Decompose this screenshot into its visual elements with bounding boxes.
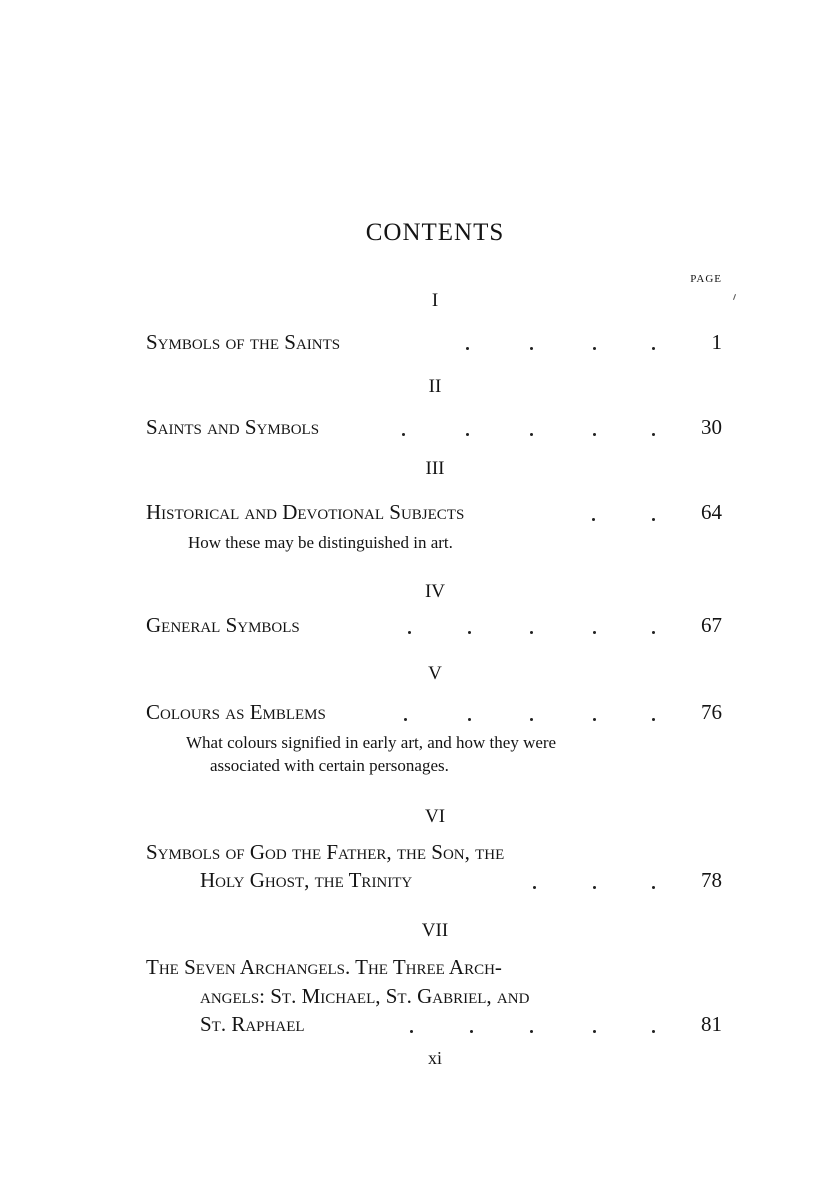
chapter-5-subtitle-line-2: associated with certain personages. <box>210 756 449 775</box>
chapter-6-title-line-2: Holy Ghost, the Trinity <box>200 868 413 892</box>
chapter-7-page: 81 <box>701 1012 722 1036</box>
chapter-6-page: 78 <box>701 868 722 892</box>
chapter-1-numeral: I <box>431 290 439 311</box>
chapter-1-title: Symbols of the Saints <box>146 330 341 354</box>
chapter-6-numeral: VI <box>424 806 446 827</box>
chapter-2-title: Saints and Symbols <box>146 415 320 439</box>
chapter-4-page: 67 <box>701 613 722 637</box>
chapter-3-page: 64 <box>701 500 722 524</box>
chapter-7-title-line-3: St. Raphael <box>200 1012 305 1036</box>
folio-page-number: xi <box>427 1048 442 1068</box>
chapter-7-numeral: VII <box>421 920 449 941</box>
page-column-label: PAGE <box>690 273 722 285</box>
chapter-7-title-line-1: The Seven Archangels. The Three Arch- <box>146 955 502 979</box>
chapter-5-title: Colours as Emblems <box>146 700 326 724</box>
chapter-5-numeral: V <box>428 663 442 684</box>
chapter-4-numeral: IV <box>424 581 446 602</box>
chapter-5-page: 76 <box>701 700 722 724</box>
chapter-6-title-line-1: Symbols of God the Father, the Son, the <box>146 840 505 864</box>
contents-heading: CONTENTS <box>365 219 505 246</box>
chapter-3-subtitle: How these may be distinguished in art. <box>188 533 453 552</box>
chapter-2-page: 30 <box>701 415 722 439</box>
chapter-2-numeral: II <box>428 376 442 397</box>
chapter-1-page: 1 <box>711 330 722 354</box>
chapter-3-title: Historical and Devotional Subjects <box>146 500 465 524</box>
chapter-5-subtitle-line-1: What colours signified in early art, and how they were <box>186 733 557 752</box>
chapter-4-title: General Symbols <box>146 613 300 637</box>
chapter-3-numeral: III <box>425 458 445 479</box>
chapter-7-title-line-2: angels: St. Michael, St. Gabriel, and <box>200 984 530 1008</box>
